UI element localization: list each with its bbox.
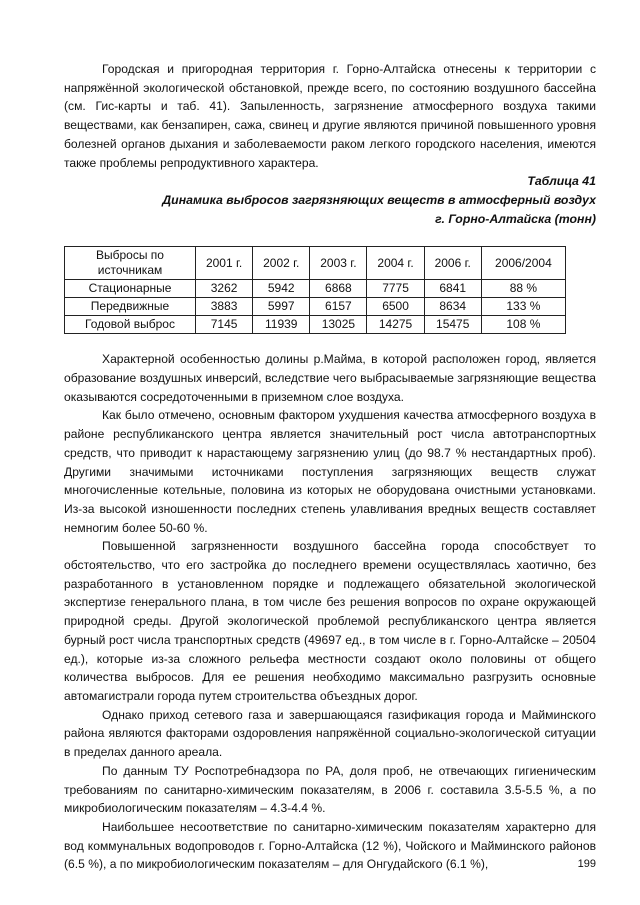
table-header-cell: 2002 г. [253, 247, 310, 280]
table-cell: Стационарные [65, 280, 196, 298]
table-row [65, 316, 566, 334]
table-cell: 14275 [367, 316, 424, 334]
table-cell: 108 % [481, 316, 565, 334]
table-cell: 13025 [310, 316, 367, 334]
paragraph-intro: Городская и пригородная территория г. Горно-Алтайска отнесены к территории с напряжённой экологической обстановкой, прежде всего, по состоянию воздушного бассейна (см. Гис-карты и таб. 41). Запыленность, загрязнение атмосферного воздуха такими веществами, как бензапирен, сажа, свинец и другие являются причиной повышенного уровня болезней органов дыхания и заболеваемости раком легкого городского населения, имеются также проблемы репродуктивного характера. [64, 62, 596, 170]
table-cell: 8634 [424, 298, 481, 316]
table-number: Таблица 41 [527, 174, 596, 189]
page-number: 199 [577, 858, 596, 870]
table-cell: 6157 [310, 298, 367, 316]
table-header-cell: 2004 г. [367, 247, 424, 280]
table-cell: 3883 [196, 298, 253, 316]
table-row [65, 280, 566, 298]
paragraph: Повышенной загрязненности воздушного бассейна города способствует то обстоятельство, что его застройка до последнего времени осуществлялась хаотично, без разработанного в установленном порядке и подлежащего обязательной экологической экспертизе генерального плана, в том числе без решения вопросов по охране окружающей природной среды. Другой экологической проблемой республиканского центра является бурный рост числа транспортных средств (49697 ед., в том числе в г. Горно-Алтайске – 20504 ед.), которые из-за сложного рельефа местности создают около половины от общего количества выбросов. Для ее решения необходимо максимально разгрузить основные автомагистрали города путем строительства объездных дорог. [64, 539, 596, 703]
table-header-cell: 2001 г. [196, 247, 253, 280]
table-cell: Передвижные [65, 298, 196, 316]
table-cell: 6500 [367, 298, 424, 316]
table-cell: 7775 [367, 280, 424, 298]
page-content [64, 60, 596, 874]
emissions-table [64, 246, 566, 334]
table-header-row [65, 247, 566, 280]
table-cell: 15475 [424, 316, 481, 334]
table-cell: 5942 [253, 280, 310, 298]
table-cell: 5997 [253, 298, 310, 316]
table-cell: 88 % [481, 280, 565, 298]
table-cell: 7145 [196, 316, 253, 334]
table-row [65, 298, 566, 316]
table-cell: Годовой выброс [65, 316, 196, 334]
table-header-cell: 2006/2004 [481, 247, 565, 280]
table-header-cell: 2006 г. [424, 247, 481, 280]
table-cell: 11939 [253, 316, 310, 334]
table-cell: 6868 [310, 280, 367, 298]
table-header-cell: 2003 г. [310, 247, 367, 280]
table-cell: 3262 [196, 280, 253, 298]
paragraph: Как было отмечено, основным фактором ухудшения качества атмосферного воздуха в районе республиканского центра является значительный рост числа автотранспортных средств, что приводит к нарастающему загрязнению улиц (до 98.7 % нестандартных проб). Другими значимыми источниками поступления загрязняющих веществ служат многочисленные котельные, половина из которых не оборудована очистными установками. Из-за высокой изношенности последних степень улавливания вредных веществ составляет немногим более 50-60 %. [64, 408, 596, 535]
table-title-line2: г. Горно-Алтайска (тонн) [435, 211, 596, 226]
paragraph: По данным ТУ Роспотребнадзора по РА, доля проб, не отвечающих гигиеническим требованиям по санитарно-химическим показателям, в 2006 г. составила 3.5-5.5 %, а по микробиологическим показателям – 4.3-4.4 %. [64, 763, 596, 816]
body-text [64, 350, 596, 874]
table-cell: 133 % [481, 298, 565, 316]
table-header-cell: Выбросы по источникам [65, 247, 196, 280]
paragraph: Однако приход сетевого газа и завершающаяся газификация города и Майминского района являются факторами оздоровления напряжённой социально-экологической ситуации в пределах данного ареала. [64, 707, 596, 760]
paragraph: Наибольшее несоответствие по санитарно-химическим показателям характерно для вод коммунальных водопроводов г. Горно-Алтайска (12 %), Чойского и Майминского районов (6.5 %), а по микробиологическим показателям – для Онгудайского (6.1 %), [64, 819, 596, 872]
table-title-line1: Динамика выбросов загрязняющих веществ в атмосферный воздух [162, 192, 596, 207]
table-cell: 6841 [424, 280, 481, 298]
paragraph: Характерной особенностью долины р.Майма, в которой расположен город, является образование воздушных инверсий, вследствие чего выбрасываемые загрязняющие вещества оказываются сосредоточенными в приземном слое воздуха. [64, 352, 596, 404]
